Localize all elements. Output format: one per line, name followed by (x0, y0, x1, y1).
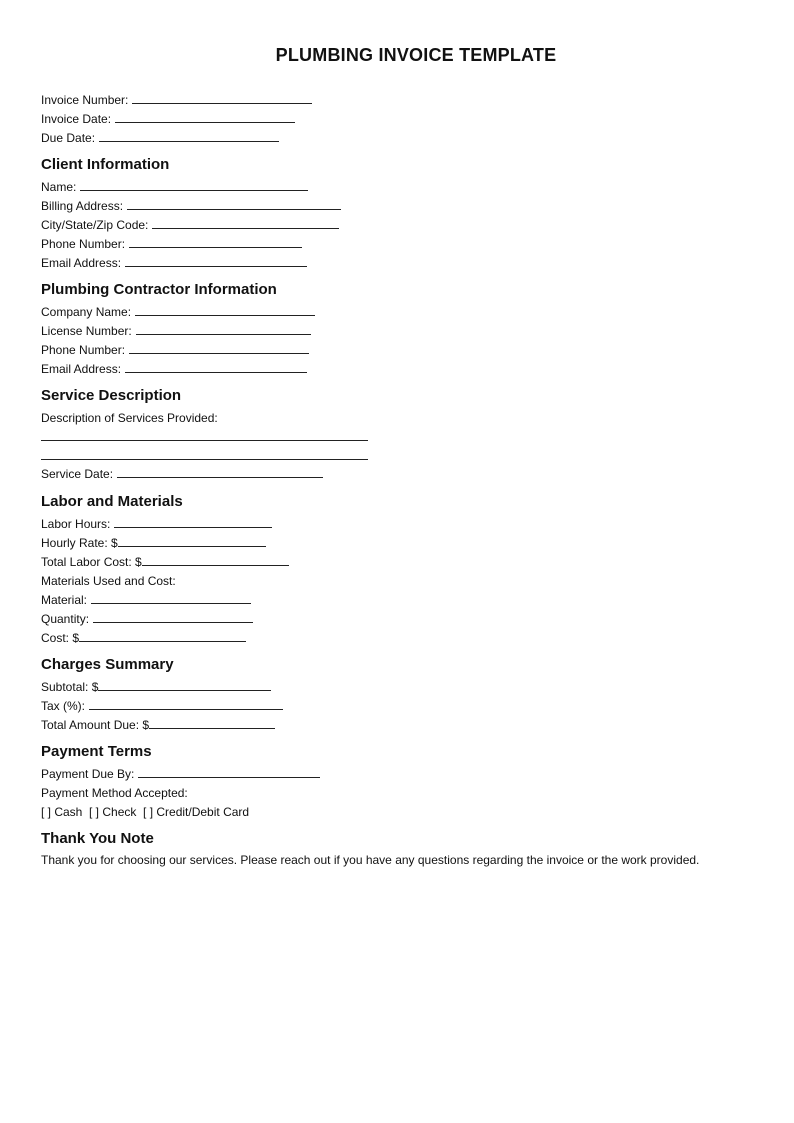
material-label: Material: (41, 593, 88, 607)
client-name-blank[interactable] (80, 179, 308, 191)
invoice-date-field[interactable] (41, 111, 295, 127)
quantity-label: Quantity: (41, 612, 90, 626)
city-state-zip-field[interactable] (41, 217, 339, 233)
subtotal-field[interactable] (41, 679, 271, 695)
client-heading: Client Information (41, 156, 170, 173)
labor-hours-blank[interactable] (114, 516, 272, 528)
client-phone-field[interactable] (41, 236, 302, 252)
subtotal-blank[interactable] (98, 679, 271, 691)
company-name-blank[interactable] (135, 304, 315, 316)
billing-address-label: Billing Address: (41, 199, 124, 213)
materials-label: Materials Used and Cost: (41, 574, 176, 588)
payment-due-label: Payment Due By: (41, 767, 135, 781)
material-field[interactable] (41, 592, 251, 608)
contractor-phone-label: Phone Number: (41, 343, 126, 357)
quantity-field[interactable] (41, 611, 253, 627)
contractor-heading: Plumbing Contractor Information (41, 281, 277, 298)
invoice-number-blank[interactable] (132, 92, 312, 104)
contractor-phone-blank[interactable] (129, 342, 309, 354)
payment-heading: Payment Terms (41, 743, 152, 760)
contractor-email-blank[interactable] (125, 361, 307, 373)
total-amount-due-blank[interactable] (149, 717, 275, 729)
summary-heading: Charges Summary (41, 656, 174, 673)
description-label: Description of Services Provided: (41, 411, 218, 425)
due-date-blank[interactable] (99, 130, 279, 142)
thanks-heading: Thank You Note (41, 830, 154, 847)
hourly-rate-field[interactable] (41, 535, 266, 551)
client-name-field[interactable] (41, 179, 308, 195)
material-blank[interactable] (91, 592, 251, 604)
total-amount-due-label: Total Amount Due: $ (41, 718, 150, 732)
hourly-rate-blank[interactable] (118, 535, 266, 547)
due-date-field[interactable] (41, 130, 279, 146)
service-date-blank[interactable] (117, 466, 323, 478)
cost-field[interactable] (41, 630, 246, 646)
due-date-label: Due Date: (41, 131, 96, 145)
tax-field[interactable] (41, 698, 283, 714)
service-date-label: Service Date: (41, 467, 114, 481)
license-number-field[interactable] (41, 323, 311, 339)
description-blank-line-2[interactable] (41, 459, 368, 460)
client-phone-blank[interactable] (129, 236, 302, 248)
thanks-text: Thank you for choosing our services. Please reach out if you have any questions regarding the invoice or the work provided. (41, 853, 700, 867)
total-labor-cost-label: Total Labor Cost: $ (41, 555, 142, 569)
city-state-zip-label: City/State/Zip Code: (41, 218, 149, 232)
quantity-blank[interactable] (93, 611, 253, 623)
labor-hours-label: Labor Hours: (41, 517, 111, 531)
invoice-number-field[interactable] (41, 92, 312, 108)
company-name-label: Company Name: (41, 305, 132, 319)
contractor-email-label: Email Address: (41, 362, 122, 376)
total-labor-cost-blank[interactable] (142, 554, 289, 566)
client-email-label: Email Address: (41, 256, 122, 270)
description-blank-line-1[interactable] (41, 440, 368, 441)
labor-heading: Labor and Materials (41, 493, 183, 510)
invoice-number-label: Invoice Number: (41, 93, 129, 107)
contractor-phone-field[interactable] (41, 342, 309, 358)
payment-due-field[interactable] (41, 766, 320, 782)
client-phone-label: Phone Number: (41, 237, 126, 251)
service-heading: Service Description (41, 387, 182, 404)
city-state-zip-blank[interactable] (152, 217, 339, 229)
company-name-field[interactable] (41, 304, 315, 320)
tax-blank[interactable] (89, 698, 283, 710)
document-title: PLUMBING INVOICE TEMPLATE (275, 45, 557, 65)
cost-label: Cost: $ (41, 631, 80, 645)
license-number-blank[interactable] (136, 323, 311, 335)
total-amount-due-field[interactable] (41, 717, 275, 733)
license-number-label: License Number: (41, 324, 132, 338)
payment-method-options[interactable]: [ ] Cash [ ] Check [ ] Credit/Debit Card (41, 805, 250, 819)
service-date-field[interactable] (41, 466, 323, 482)
payment-methods-label: Payment Method Accepted: (41, 786, 188, 800)
invoice-date-label: Invoice Date: (41, 112, 112, 126)
contractor-email-field[interactable] (41, 361, 307, 377)
invoice-date-blank[interactable] (115, 111, 295, 123)
client-name-label: Name: (41, 180, 77, 194)
hourly-rate-label: Hourly Rate: $ (41, 536, 118, 550)
labor-hours-field[interactable] (41, 516, 272, 532)
payment-due-blank[interactable] (138, 766, 320, 778)
billing-address-blank[interactable] (127, 198, 341, 210)
cost-blank[interactable] (79, 630, 246, 642)
client-email-blank[interactable] (125, 255, 307, 267)
subtotal-label: Subtotal: $ (41, 680, 99, 694)
total-labor-cost-field[interactable] (41, 554, 289, 570)
tax-label: Tax (%): (41, 699, 86, 713)
client-email-field[interactable] (41, 255, 307, 271)
billing-address-field[interactable] (41, 198, 341, 214)
